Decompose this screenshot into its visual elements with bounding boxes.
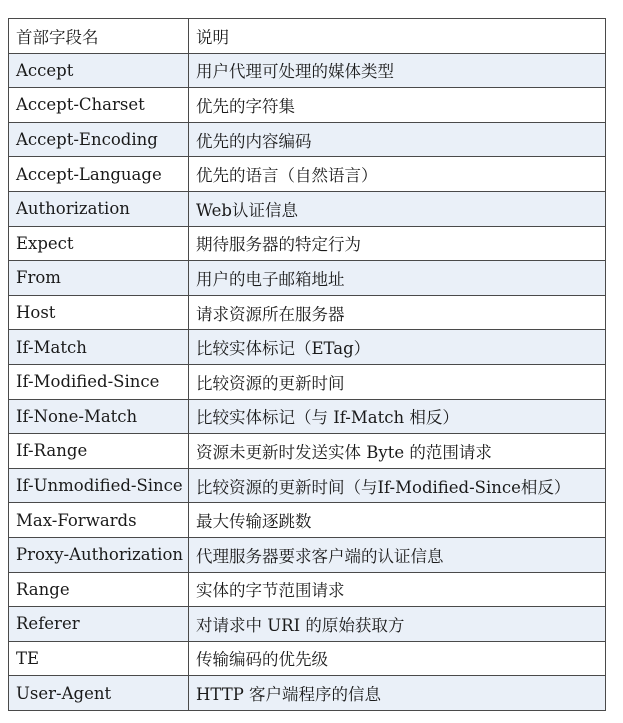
- header-field-name-cell: If-Modified-Since: [9, 364, 189, 399]
- table-row: [9, 572, 606, 607]
- table-row: [9, 434, 606, 469]
- description-cell: HTTP 客户端程序的信息: [189, 676, 606, 711]
- description-cell: 优先的语言（自然语言）: [189, 157, 606, 192]
- request-header-fields-table-container: [8, 18, 605, 711]
- description-cell: 传输编码的优先级: [189, 641, 606, 676]
- header-field-name-cell: Host: [9, 295, 189, 330]
- table-row: [9, 157, 606, 192]
- column-header-description: 说明: [189, 19, 606, 54]
- table-header: [9, 19, 606, 54]
- header-field-name-cell: TE: [9, 641, 189, 676]
- description-cell: 用户的电子邮箱地址: [189, 261, 606, 296]
- description-cell: 请求资源所在服务器: [189, 295, 606, 330]
- table-row: [9, 537, 606, 572]
- header-field-name-cell: Accept-Encoding: [9, 122, 189, 157]
- header-field-name-cell: Referer: [9, 607, 189, 642]
- table-row: [9, 330, 606, 365]
- header-field-name-cell: Accept-Charset: [9, 88, 189, 123]
- header-field-name-cell: If-None-Match: [9, 399, 189, 434]
- description-cell: 期待服务器的特定行为: [189, 226, 606, 261]
- table-row: [9, 53, 606, 88]
- header-field-name-cell: Expect: [9, 226, 189, 261]
- description-cell: 比较资源的更新时间（与If-Modified-Since相反）: [189, 468, 606, 503]
- table-row: [9, 607, 606, 642]
- description-cell: 对请求中 URI 的原始获取方: [189, 607, 606, 642]
- header-field-name-cell: Proxy-Authorization: [9, 537, 189, 572]
- header-field-name-cell: User-Agent: [9, 676, 189, 711]
- header-field-name-cell: Accept: [9, 53, 189, 88]
- header-field-name-cell: From: [9, 261, 189, 296]
- table-row: [9, 503, 606, 538]
- description-cell: 比较实体标记（与 If-Match 相反）: [189, 399, 606, 434]
- header-field-name-cell: If-Unmodified-Since: [9, 468, 189, 503]
- description-cell: 实体的字节范围请求: [189, 572, 606, 607]
- table-row: [9, 261, 606, 296]
- description-cell: 代理服务器要求客户端的认证信息: [189, 537, 606, 572]
- table-row: [9, 88, 606, 123]
- header-field-name-cell: Range: [9, 572, 189, 607]
- table-row: [9, 399, 606, 434]
- description-cell: 优先的内容编码: [189, 122, 606, 157]
- description-cell: 比较实体标记（ETag）: [189, 330, 606, 365]
- description-cell: 比较资源的更新时间: [189, 364, 606, 399]
- table-row: [9, 676, 606, 711]
- table-row: [9, 468, 606, 503]
- description-cell: 用户代理可处理的媒体类型: [189, 53, 606, 88]
- table-row: [9, 295, 606, 330]
- request-header-fields-table: [8, 18, 606, 711]
- header-field-name-cell: Max-Forwards: [9, 503, 189, 538]
- table-row: [9, 364, 606, 399]
- column-header-field-name: 首部字段名: [9, 19, 189, 54]
- header-row: [9, 19, 606, 54]
- table-body: [9, 53, 606, 710]
- description-cell: Web认证信息: [189, 191, 606, 226]
- table-row: [9, 226, 606, 261]
- header-field-name-cell: If-Range: [9, 434, 189, 469]
- table-row: [9, 191, 606, 226]
- description-cell: 资源未更新时发送实体 Byte 的范围请求: [189, 434, 606, 469]
- description-cell: 优先的字符集: [189, 88, 606, 123]
- table-row: [9, 122, 606, 157]
- header-field-name-cell: Accept-Language: [9, 157, 189, 192]
- description-cell: 最大传输逐跳数: [189, 503, 606, 538]
- header-field-name-cell: Authorization: [9, 191, 189, 226]
- table-row: [9, 641, 606, 676]
- header-field-name-cell: If-Match: [9, 330, 189, 365]
